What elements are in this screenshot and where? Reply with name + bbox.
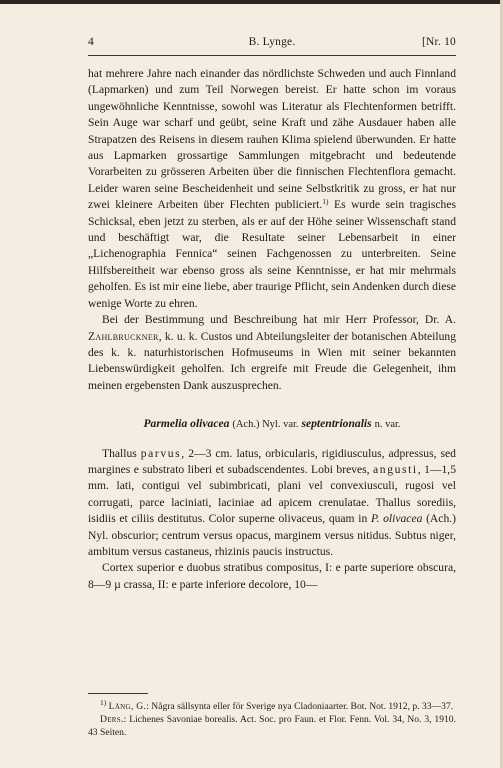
footnote-1-number: 1: [100, 698, 104, 707]
issue-number: [Nr. 10: [422, 36, 456, 48]
paragraph-obituary: [88, 66, 456, 312]
para1-continued: Es wurde sein tragisches Schicksal, eben jetzt zu sterben, als er auf der Höhe seiner Wissenschaft stand und beschäftigt war, die Resultate seiner Lebensarbeit in einer „Lichenographia Fennica“ seinen Fachgenossen zu unterbreiten. Seine Hilfsbereitheit war ebenso gross als seine Kenntnisse, er hat mir mehrmals geholfen. Es ist mir eine liebe, aber traurige Pflicht, sein Andenken durch diese wenige Worte zu ehren.: [88, 198, 456, 310]
footnote-2-author: Ders.: [100, 714, 124, 726]
scan-top-edge: [0, 0, 503, 4]
page-number: 4: [88, 36, 94, 48]
footnote-1-author: Lång, G.: [108, 701, 147, 712]
running-header: [88, 36, 456, 52]
footnote-marker: 1): [322, 197, 329, 207]
footnote-1: [88, 700, 456, 713]
running-author: B. Lynge.: [248, 36, 296, 48]
para2-end: , k. u. k. Custos und Abteilungsleiter der botanischen Abteilung des k. k. naturhistorischen Hofmuseums in Wien mit seiner bekannten Liebenswürdigkeit geholfen. Ich ergreife mit Freude die Gelegenheit, ihm meinen ergebensten Dank auszusprechen.: [88, 329, 456, 392]
paragraph-thallus: [88, 446, 456, 561]
para1-text: hat mehrere Jahre nach einander das nördlichste Schweden und auch Finnland (Lapmarken) und zum Teil Norwegen bereist. Er hatte schon im voraus ungewöhnliche Kenntnisse, sowohl was Literatur als Flechtenformen betrifft. Sein Auge war scharf und geübt, seine Kraft und zähe Ausdauer haben alle Strapatzen des Reisens in diesem rauhen Klima spielend überwunden. Er hatte aus Lapmarken grossartige Sammlungen mitgebracht und bedeutende Vorarbeiten zu grösseren Arbeiten über die finnischen Flechtenflora gemacht. Leider waren seine Bescheidenheit und seine Selbstkritik zu gross, er hat nur zwei kleinere Arbeiten über Flechten publiciert.: [88, 67, 456, 212]
variety-suffix: n. var.: [374, 419, 401, 431]
taxon-authority: (Ach.) Nyl. var.: [232, 419, 299, 431]
footnote-2: [88, 713, 456, 739]
header-rule: [88, 55, 456, 56]
footnote-marker-number: 1: [322, 197, 327, 207]
footnote-1-text: : Några sällsynta eller för Sverige nya Cladoniaarter. Bot. Not. 1912, p. 33—37.: [146, 701, 454, 712]
desc-part-b: , 2—3 cm. latus, orbicularis, rigidiusculus, adpressus, sed margines e substrato liberi et subadscendentes. Lobi breves,: [88, 446, 456, 476]
desc-part-a: Thallus: [102, 446, 141, 460]
variety-name: septentrionalis: [301, 417, 372, 431]
main-text: [88, 66, 456, 593]
footnote-rule: [88, 693, 148, 694]
desc-italic-species: P. olivacea: [370, 512, 423, 526]
paragraph-acknowledgement: [88, 312, 456, 394]
species-heading: [88, 416, 456, 433]
paragraph-cortex: [88, 560, 456, 593]
desc-part-d: (Ach.) Nyl. obscurior; centrum versus opacus, marginem versus nitidus. Subtus niger, ambitum versus castaneus, rhizinis paucis instructus.: [88, 512, 457, 558]
para2-start: Bei der Bestimmung und Beschreibung hat mir Herr Professor, Dr. A.: [102, 313, 456, 327]
footnote-1-marker: 1): [100, 698, 107, 707]
taxon-name: Parmelia olivacea: [143, 417, 230, 431]
cortex-text: Cortex superior e duobus stratibus compositus, I: e parte superiore obscura, 8—9 µ crassa, II: e parte inferiore decolore, 10—: [88, 561, 456, 591]
desc-spaced-parvus: parvus: [140, 446, 182, 460]
desc-part-c: , 1—1,5 mm. lati, contigui vel subimbricati, plani vel convexiusculi, rugosi vel corrugati, parce laciniati, laciniae ad apicem crenulatae. Thallus sorediis, isidiis et ciliis destitutus. Color superne olivaceus, quam in: [88, 462, 456, 526]
footnote-2-text: : Lichenes Savoniae borealis. Act. Soc. pro Faun. et Flor. Fenn. Vol. 34, No. 3, 1910. 43 Seiten.: [88, 714, 456, 739]
desc-spaced-angusti: angusti: [373, 462, 418, 476]
person-name: Zahlbruckner: [88, 329, 159, 343]
footnotes: [88, 700, 456, 740]
